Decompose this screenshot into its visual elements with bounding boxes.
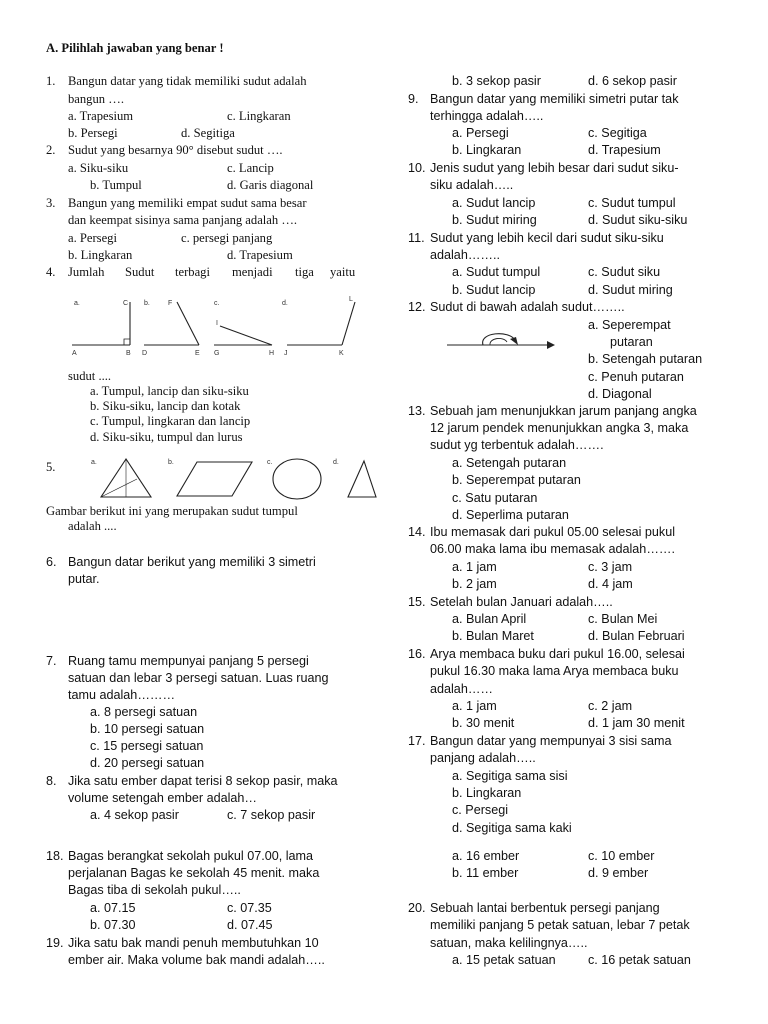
option-d: d. 1 jam 30 menit (588, 716, 685, 730)
question-number: 16. (408, 647, 426, 661)
question-text: siku adalah….. (430, 178, 514, 192)
option-c: c. 2 jam (588, 699, 633, 713)
option-b: b. Tumpul (90, 178, 142, 192)
figure-label: A (72, 350, 77, 357)
question-text: tamu adalah……… (68, 688, 176, 702)
turn-arc-inner (490, 338, 507, 345)
shape-figures (85, 454, 385, 502)
option-c: c. 10 ember (588, 849, 655, 863)
question-text: Arya membaca buku dari pukul 16.00, selesai (430, 647, 685, 661)
option-d: d. Seperlima putaran (452, 508, 569, 522)
option-b: b. 30 menit (452, 716, 515, 730)
figure-label: a. (91, 459, 97, 466)
question-text: Gambar berikut ini yang merupakan sudut tumpul (46, 504, 298, 518)
option-b: b. Persegi (68, 126, 118, 140)
figure-label: B (126, 350, 131, 357)
question-text: sudut yg terbentuk adalah……. (430, 438, 604, 452)
option-c: c. 7 sekop pasir (227, 808, 316, 822)
option-c: c. Bulan Mei (588, 612, 658, 626)
option-d: d. Siku-siku, tumpul dan lurus (90, 430, 243, 444)
question-text: Bangun datar yang memiliki simetri putar tak (430, 92, 679, 106)
right-angle-mark (124, 339, 130, 345)
figure-label: d. (333, 459, 339, 466)
figure-label: c. (214, 300, 220, 307)
figure-label: b. (168, 459, 174, 466)
option-b: b. Lingkaran (452, 786, 522, 800)
question-word: tiga (295, 265, 314, 279)
question-text: adalah .... (68, 519, 117, 533)
question-text: sudut .... (68, 369, 112, 383)
option-a: a. 15 petak satuan (452, 953, 556, 967)
option-a: a. Seperempat (588, 318, 671, 332)
question-text: putar. (68, 572, 100, 586)
question-text: Sebuah jam menunjukkan jarum panjang angka (430, 404, 697, 418)
option-c: c. 07.35 (227, 901, 272, 915)
option-b: b. Seperempat putaran (452, 473, 581, 487)
question-text: Ibu memasak dari pukul 05.00 selesai pukul (430, 525, 676, 539)
option-d: d. Trapesium (588, 143, 661, 157)
option-d: d. 4 jam (588, 577, 633, 591)
question-text: panjang adalah….. (430, 751, 536, 765)
question-number: 14. (408, 525, 426, 539)
option-a: a. Bulan April (452, 612, 527, 626)
option-b: b. Siku-siku, lancip dan kotak (90, 399, 241, 413)
question-text: Bagas tiba di sekolah pukul….. (68, 883, 241, 897)
option-b: b. Lingkaran (68, 248, 133, 262)
question-text: 06.00 maka lama ibu memasak adalah……. (430, 542, 676, 556)
option-c: c. 15 persegi satuan (90, 739, 204, 753)
question-text: Bagas berangkat sekolah pukul 07.00, lama (68, 849, 314, 863)
option-a: a. 1 jam (452, 699, 497, 713)
option-c: c. Persegi (452, 803, 508, 817)
figure-label: H (269, 350, 275, 357)
question-text: adalah…….. (430, 248, 501, 262)
option-d: d. Diagonal (588, 387, 652, 401)
option-d: d. Garis diagonal (227, 178, 314, 192)
option-c: c. 16 petak satuan (588, 953, 691, 967)
option-d: d. Segitiga sama kaki (452, 821, 572, 835)
option-a: a. 8 persegi satuan (90, 705, 198, 719)
option-b: b. 2 jam (452, 577, 497, 591)
option-a: a. Sudut tumpul (452, 265, 541, 279)
question-text: satuan dan lebar 3 persegi satuan. Luas ruang (68, 671, 329, 685)
option-c: c. 3 jam (588, 560, 633, 574)
option-a: a. Setengah putaran (452, 456, 567, 470)
option-d: d. 07.45 (227, 918, 273, 932)
angle-b-leg (177, 302, 199, 345)
figure-label: a. (74, 300, 80, 307)
option-b: b. 3 sekop pasir (452, 74, 541, 88)
option-d: d. Bulan Februari (588, 629, 685, 643)
option-a: a. Siku-siku (68, 161, 129, 175)
circle-shape (273, 459, 321, 499)
question-number: 5. (46, 460, 56, 474)
option-d: d. 9 ember (588, 866, 649, 880)
question-number: 9. (408, 92, 419, 106)
option-d: d. Sudut miring (588, 283, 673, 297)
option-c: c. Lancip (227, 161, 274, 175)
turn-arrowhead-icon (510, 337, 518, 345)
figure-label: c. (267, 459, 273, 466)
question-number: 11. (408, 231, 425, 245)
option-b: b. 11 ember (452, 866, 519, 880)
option-d: d. 20 persegi satuan (90, 756, 205, 770)
question-text: Jenis sudut yang lebih besar dari sudut siku- (430, 161, 679, 175)
question-text: Jika satu bak mandi penuh membutuhkan 10 (68, 936, 319, 950)
arrowhead-icon (547, 341, 555, 349)
question-text: Bangun datar yang tidak memiliki sudut adalah (68, 74, 307, 88)
option-c: c. Lingkaran (227, 109, 291, 123)
question-number: 7. (46, 654, 57, 668)
option-d: d. Trapesium (227, 248, 293, 262)
question-text: Bangun datar yang mempunyai 3 sisi sama (430, 734, 672, 748)
question-number: 4. (46, 265, 56, 279)
option-c: c. persegi panjang (181, 231, 273, 245)
question-text: 12 jarum pendek menunjukkan angka 3, maka (430, 421, 689, 435)
question-number: 15. (408, 595, 426, 609)
figure-label: G (214, 350, 220, 357)
question-text: memiliki panjang 5 petak satuan, lebar 7 petak (430, 918, 690, 932)
option-b: b. Sudut miring (452, 213, 537, 227)
option-b: b. Sudut lancip (452, 283, 536, 297)
option-a: a. Trapesium (68, 109, 134, 123)
option-c: c. Sudut tumpul (588, 196, 676, 210)
option-b: b. 10 persegi satuan (90, 722, 205, 736)
figure-label: b. (144, 300, 150, 307)
figure-label: I (216, 320, 218, 327)
question-text: volume setengah ember adalah… (68, 791, 258, 805)
figure-label: E (195, 350, 200, 357)
question-word: menjadi (232, 265, 273, 279)
question-number: 8. (46, 774, 57, 788)
option-a: a. Persegi (68, 231, 117, 245)
question-number: 3. (46, 196, 56, 210)
question-word: yaitu (330, 265, 356, 279)
question-text: Jika satu ember dapat terisi 8 sekop pasir, maka (68, 774, 338, 788)
option-a: a. 4 sekop pasir (90, 808, 179, 822)
question-word: Sudut (125, 265, 155, 279)
figure-label: L (349, 296, 353, 303)
question-text: Sudut di bawah adalah sudut…….. (430, 300, 625, 314)
option-b: b. Lingkaran (452, 143, 522, 157)
question-number: 6. (46, 555, 57, 569)
question-text: Sebuah lantai berbentuk persegi panjang (430, 901, 660, 915)
question-number: 19. (46, 936, 64, 950)
option-b: b. Setengah putaran (588, 352, 703, 366)
option-d: d. Segitiga (181, 126, 235, 140)
option-b: b. 07.30 (90, 918, 136, 932)
question-text: ember air. Maka volume bak mandi adalah….. (68, 953, 325, 967)
figure-label: C (123, 300, 129, 307)
option-c: c. Segitiga (588, 126, 647, 140)
angle-c-leg (220, 326, 272, 345)
question-text: adalah…… (430, 682, 494, 696)
question-text: terhingga adalah….. (430, 109, 544, 123)
option-a: a. Persegi (452, 126, 509, 140)
question-text: pukul 16.30 maka lama Arya membaca buku (430, 664, 679, 678)
question-text: Bangun datar berikut yang memiliki 3 simetri (68, 555, 316, 569)
question-word: terbagi (175, 265, 210, 279)
question-text: Ruang tamu mempunyai panjang 5 persegi (68, 654, 309, 668)
question-text: Bangun yang memiliki empat sudut sama besar (68, 196, 307, 210)
question-number: 2. (46, 143, 56, 157)
figure-label: K (339, 350, 344, 357)
option-b: b. Bulan Maret (452, 629, 534, 643)
figure-label: F (168, 300, 173, 307)
triangle-symmetry-lines (101, 459, 137, 497)
question-text: Sudut yang besarnya 90° disebut sudut …. (68, 143, 283, 157)
option-a: a. 16 ember (452, 849, 520, 863)
option-c: c. Penuh putaran (588, 370, 684, 384)
rotation-arrow-figure (445, 328, 560, 358)
question-text: dan keempat sisinya sama panjang adalah …. (68, 213, 298, 227)
question-number: 20. (408, 901, 426, 915)
option-a: a. 07.15 (90, 901, 136, 915)
question-text: Setelah bulan Januari adalah….. (430, 595, 613, 609)
option-c: c. Satu putaran (452, 491, 538, 505)
option-d: d. 6 sekop pasir (588, 74, 677, 88)
parallelogram-shape (177, 462, 252, 496)
question-number: 13. (408, 404, 426, 418)
question-number: 12. (408, 300, 426, 314)
question-number: 18. (46, 849, 64, 863)
question-text: bangun …. (68, 92, 124, 106)
question-number: 1. (46, 74, 56, 88)
option-a: a. Sudut lancip (452, 196, 536, 210)
option-c: c. Tumpul, lingkaran dan lancip (90, 414, 251, 428)
question-text: satuan, maka kelilingnya….. (430, 936, 588, 950)
acute-triangle-shape (348, 461, 376, 497)
figure-label: D (142, 350, 148, 357)
option-d: d. Sudut siku-siku (588, 213, 688, 227)
figure-label: J (284, 350, 288, 357)
angle-d-leg (342, 302, 355, 345)
question-number: 10. (408, 161, 426, 175)
option-a: a. Tumpul, lancip dan siku-siku (90, 384, 249, 398)
question-text: perjalanan Bagas ke sekolah 45 menit. maka (68, 866, 320, 880)
section-heading: A. Pilihlah jawaban yang benar ! (46, 41, 224, 55)
question-text: Sudut yang lebih kecil dari sudut siku-siku (430, 231, 664, 245)
turn-arc (483, 334, 515, 345)
question-number: 17. (408, 734, 426, 748)
option-a-continued: putaran (610, 335, 653, 349)
figure-label: d. (282, 300, 288, 307)
option-c: c. Sudut siku (588, 265, 661, 279)
option-a: a. 1 jam (452, 560, 497, 574)
question-word: Jumlah (68, 265, 105, 279)
option-a: a. Segitiga sama sisi (452, 769, 568, 783)
angle-figures (62, 292, 362, 358)
